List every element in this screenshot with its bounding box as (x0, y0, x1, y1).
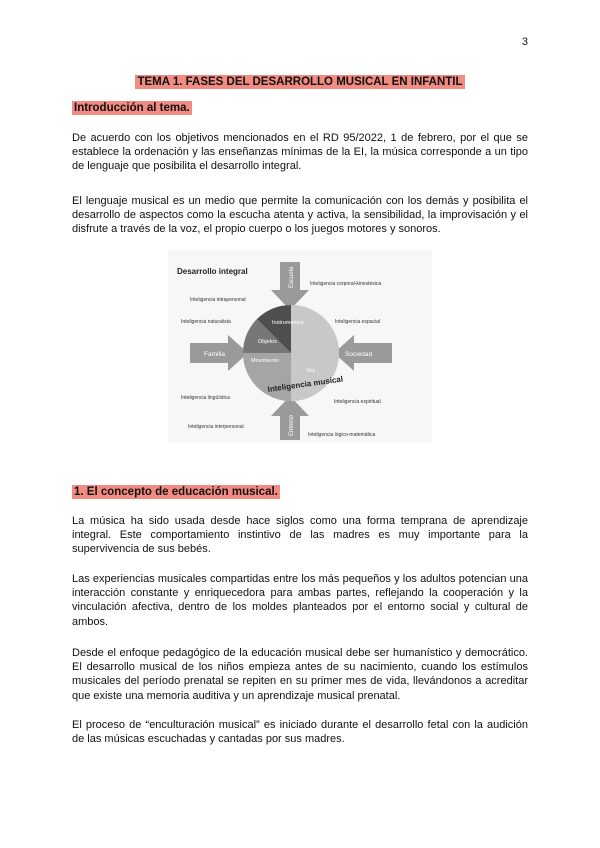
wheel-center-label: Inteligencia musical (267, 374, 344, 394)
page-title: TEMA 1. FASES DEL DESARROLLO MUSICAL EN INFANTIL (137, 76, 463, 88)
section1-paragraph-3: Desde el enfoque pedagógico de la educación musical debe ser humanístico y democrático. El desarrollo musical de los niños empieza antes de su nacimiento, cuando los estímulos musicales del período prenatal se repiten en su primer mes de vida, llevándonos a acreditar que existe una memoria auditiva y un aprendizaje musical prenatal. (72, 647, 528, 702)
svg-text:Objetos: Objetos (258, 339, 277, 345)
label-interpersonal: Inteligencia interpersonal (188, 424, 244, 430)
label-espiritual: Inteligencia espiritual (334, 399, 381, 405)
label-corporal: Inteligencia corporal-kinestésica (310, 281, 382, 287)
label-intrapersonal: Inteligencia intrapersonal (190, 297, 246, 303)
diagram-title: Desarrollo integral (177, 267, 248, 276)
svg-text:Instrumentos: Instrumentos (272, 320, 304, 326)
intro-paragraph-2: El lenguaje musical es un medio que permite la comunicación con los demás y posibilita el desarrollo de aspectos como la escucha atenta y activa, la sensibilidad, la improvisación y el disfrute a través de la voz, el propio cuerpo o los juegos motores y sonoros. (72, 195, 528, 236)
label-espacial: Inteligencia espacial (335, 319, 381, 325)
svg-text:Entorno: Entorno (289, 414, 295, 436)
page-number: 3 (521, 36, 528, 48)
label-naturalista: Inteligencia naturalista (181, 319, 231, 325)
svg-text:Voz: Voz (306, 368, 316, 374)
label-logico: Inteligencia lógico-matemática (308, 432, 376, 438)
label-linguistica: Inteligencia lingüística (181, 395, 230, 401)
intro-heading: Introducción al tema. (74, 102, 190, 114)
svg-text:Escuela: Escuela (289, 266, 295, 288)
section1-paragraph-4: El proceso de “enculturación musical” es iniciado durante el desarrollo fetal con la audición de las músicas escuchadas y cantadas por sus madres. (72, 719, 528, 746)
svg-text:Movimiento: Movimiento (251, 358, 280, 364)
svg-text:Sociedad: Sociedad (345, 351, 373, 358)
diagram-figure (168, 250, 432, 442)
section1-paragraph-2: Las experiencias musicales compartidas entre los más pequeños y los adultos potencian una interacción constante y enriquecedora para ambas partes, reflejando la cooperación y la vinculación afectiva, dentro de los moldes planteados por el entorno social y cultural de ambos. (72, 573, 528, 628)
section1-paragraph-1: La música ha sido usada desde hace siglos como una forma temprana de aprendizaje integral. Este comportamiento instintivo de las madres es muy importante para la supervivencia de sus bebés. (72, 515, 528, 556)
section1-heading: 1. El concepto de educación musical. (74, 486, 278, 498)
intro-paragraph-1: De acuerdo con los objetivos mencionados en el RD 95/2022, 1 de febrero, por el que se establece la ordenación y las enseñanzas mínimas de la EI, la música corresponde a un tipo de lenguaje que posibilita el desarrollo integral. (72, 132, 528, 173)
svg-text:Familia: Familia (204, 351, 225, 358)
